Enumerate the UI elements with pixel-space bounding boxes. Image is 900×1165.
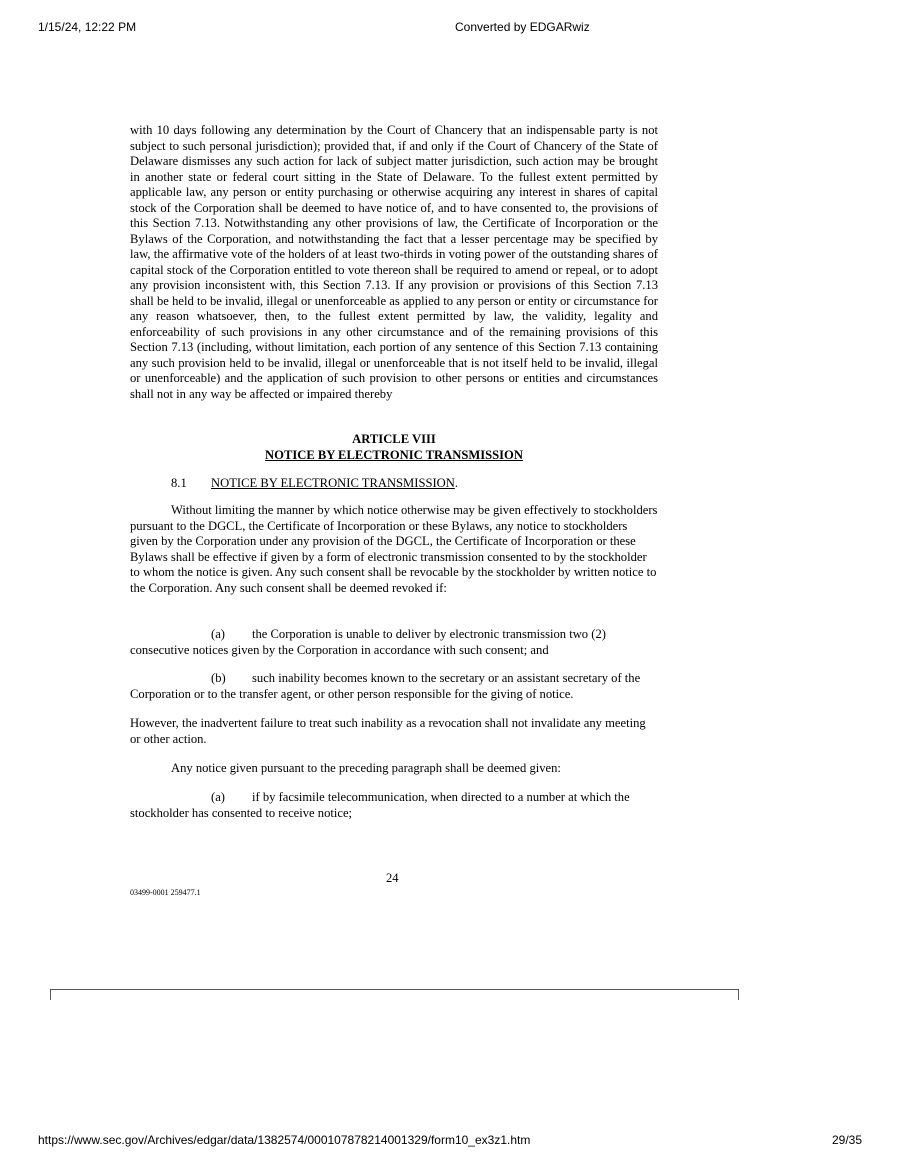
item-text: such inability becomes known to the secretary or an assistant secretary of the Corporation or to the transfer agent, or other person responsible for the giving of notice. — [130, 671, 641, 701]
article-title: NOTICE BY ELECTRONIC TRANSMISSION — [265, 448, 523, 462]
article-number: ARTICLE VIII — [352, 432, 436, 446]
item-text: if by facsimile telecommunication, when directed to a number at which the stockholder has consented to receive notice; — [130, 790, 630, 820]
source-url: https://www.sec.gov/Archives/edgar/data/1382574/000107878214001329/form10_ex3z1.htm — [38, 1133, 531, 1147]
list-item-fax — [130, 790, 658, 821]
converter-label: Converted by EDGARwiz — [455, 20, 590, 34]
notice-given-paragraph — [130, 761, 658, 777]
paragraph-text: Without limiting the manner by which notice otherwise may be given effectively to stockholders pursuant to the DGCL, the Certificate of Incorporation or these Bylaws, any notice to stockholders given by the Corporation under any provision of the DGCL, the Certificate of Incorporation or these Bylaws shall be effective if given by a form of electronic transmission consented to by the stockholder to whom the notice is given. Any such consent shall be revocable by the stockholder by written notice to the Corporation. Any such consent shall be deemed revoked if: — [130, 503, 658, 595]
print-pagination: 29/35 — [831, 1133, 862, 1147]
continuation-paragraph — [130, 123, 658, 402]
however-paragraph — [130, 716, 658, 747]
section-heading — [171, 476, 458, 492]
item-letter: (a) — [211, 790, 225, 804]
intro-paragraph — [130, 503, 658, 596]
article-heading — [130, 431, 658, 463]
item-letter: (b) — [211, 671, 226, 685]
page-frame-divider — [50, 989, 739, 1000]
section-number: 8.1 — [171, 476, 187, 490]
document-id: 03499-0001 259477.1 — [130, 888, 201, 897]
section-title: NOTICE BY ELECTRONIC TRANSMISSION — [211, 476, 455, 490]
list-item-a — [130, 627, 658, 658]
section-title-period: . — [454, 476, 458, 490]
item-letter: (a) — [211, 627, 225, 641]
page-number: 24 — [386, 871, 399, 885]
print-datetime: 1/15/24, 12:22 PM — [38, 20, 137, 34]
item-text: the Corporation is unable to deliver by electronic transmission two (2) consecutive notices given by the Corporation in accordance with such consent; and — [130, 627, 606, 657]
paragraph-text: Any notice given pursuant to the preceding paragraph shall be deemed given: — [171, 761, 561, 775]
paragraph-text: with 10 days following any determination by the Court of Chancery that an indispensable party is not subject to such personal jurisdiction); provided that, if and only if the Court of Chancery of the State of Delaware dismisses any such action for lack of subject matter jurisdiction, such action may be brought in another state or federal court sitting in the State of Delaware. To the fullest extent permitted by applicable law, any person or entity purchasing or otherwise acquiring any interest in shares of capital stock of the Corporation shall be deemed to have notice of, and to have consented to, the provisions of this Section 7.13. Notwithstanding any other provisions of law, the Certificate of Incorporation or the Bylaws of the Corporation, and notwithstanding the fact that a lesser percentage may be specified by law, the affirmative vote of the holders of at least two-thirds in voting power of the outstanding shares of capital stock of the Corporation entitled to vote thereon shall be required to amend or repeal, or to adopt any provision inconsistent with, this Section 7.13. If any provision or provisions of this Section 7.13 shall be held to be invalid, illegal or unenforceable as applied to any person or entity or circumstance for any reason whatsoever, then, to the fullest extent permitted by law, the validity, legality and enforceability of such provisions in any other circumstance and of the remaining provisions of this Section 7.13 (including, without limitation, each portion of any sentence of this Section 7.13 containing any such provision held to be invalid, illegal or unenforceable that is not itself held to be invalid, illegal or unenforceable) and the application of such provision to other persons or entities and circumstances shall not in any way be affected or impaired thereby — [130, 123, 658, 401]
paragraph-text: However, the inadvertent failure to treat such inability as a revocation shall not invalidate any meeting or other action. — [130, 716, 646, 746]
list-item-b — [130, 671, 658, 702]
